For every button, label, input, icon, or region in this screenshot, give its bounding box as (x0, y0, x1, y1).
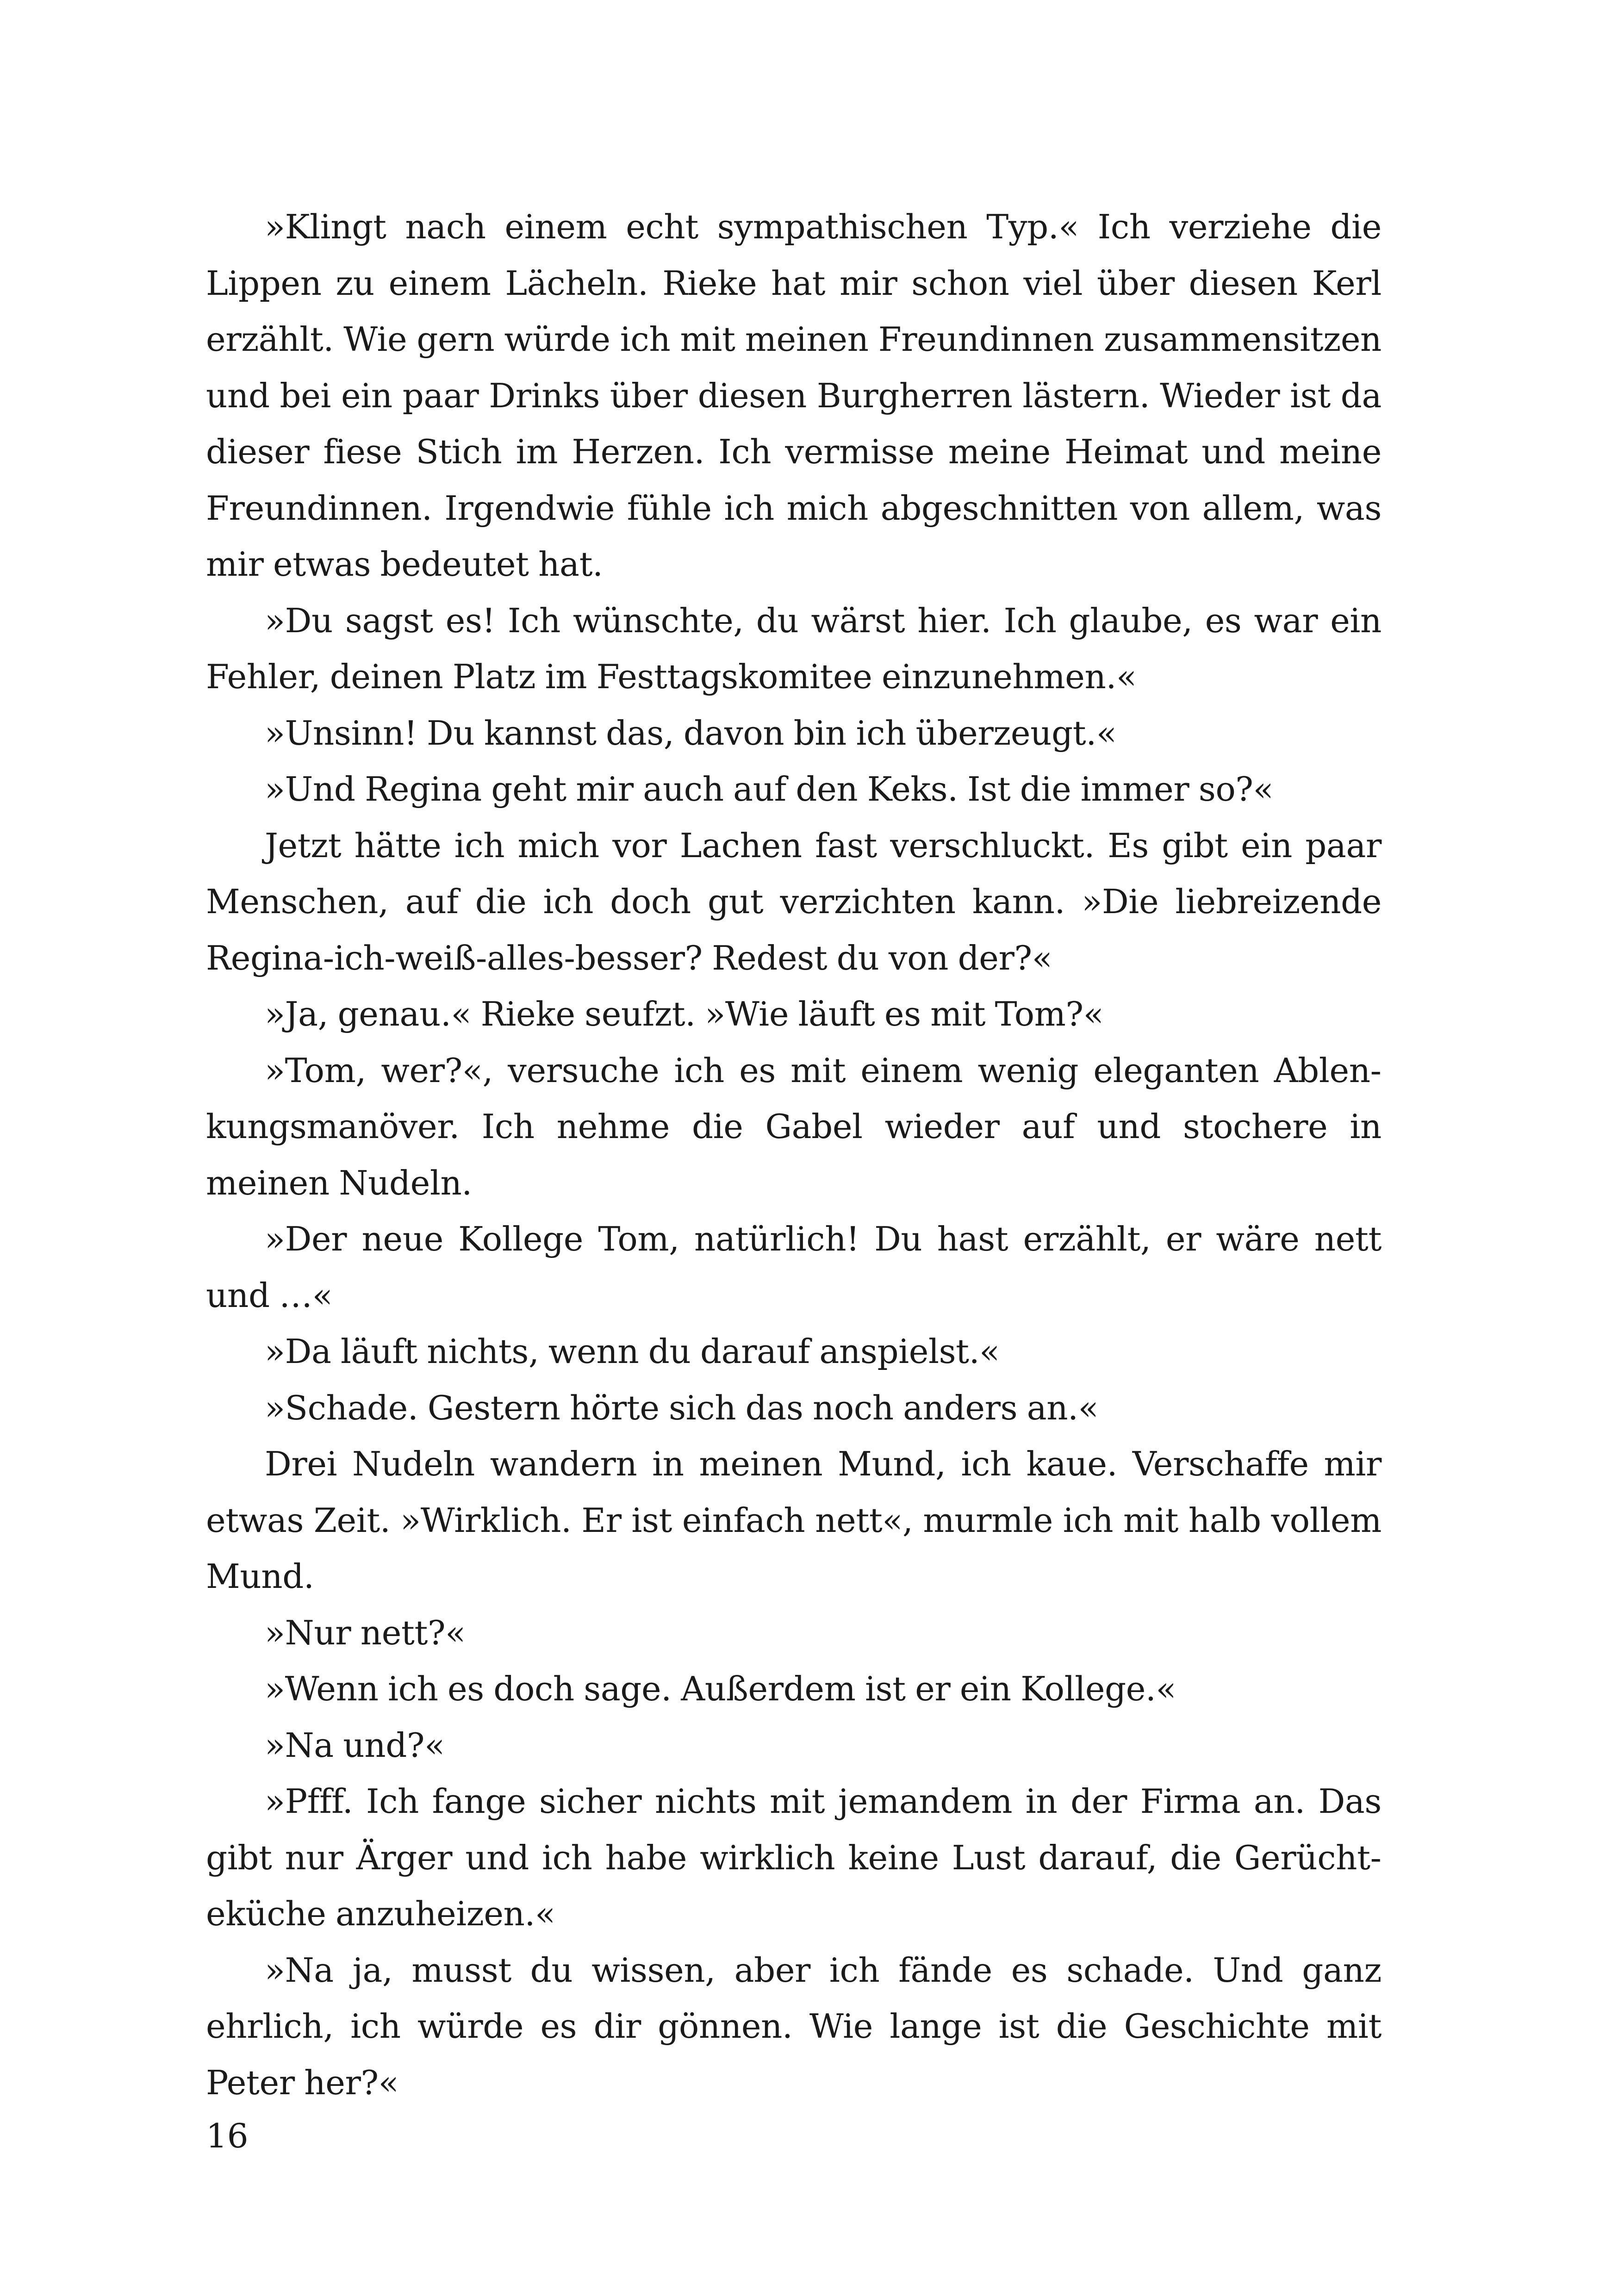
paragraph: »Schade. Gestern hörte sich das noch anders an.« (265, 1388, 1099, 1427)
paragraph: »Du sagst es! Ich wünschte, du wärst hier. Ich glaube, es war ein Fehler, deinen Platz im Festtagskomitee einzunehmen.« (206, 601, 1382, 696)
paragraph: »Klingt nach einem echt sympathischen Typ.« Ich verziehe die Lippen zu einem Lächeln. Rieke hat mir schon viel über diesen Kerl erzählt. Wie gern würde ich mit meinen Freundinnen zusammensitzen und bei ein paar Drinks über diesen Burgherren lästern. Wieder ist da dieser fiese Stich im Herzen. Ich vermisse meine Heimat und meine Freundinnen. Irgendwie fühle ich mich abgeschnitten von allem, was mir etwas bedeutet hat. (206, 207, 1382, 584)
paragraph: »Na ja, musst du wissen, aber ich fände es schade. Und ganz ehrlich, ich würde es dir gönnen. Wie lange ist die Geschichte mit Peter her?« (206, 1950, 1382, 2102)
paragraph: »Nur nett?« (265, 1613, 466, 1652)
body-text (206, 199, 1382, 2111)
paragraph: Drei Nudeln wandern in meinen Mund, ich kaue. Verschaffe mir etwas Zeit. »Wirklich. Er ist einfach nett«, murmle ich mit halb vollem Mund. (206, 1444, 1382, 1596)
paragraph: »Pfff. Ich fange sicher nichts mit jemandem in der Firma an. Das gibt nur Ärger und ich habe wirklich keine Lust darauf, die Gerüchteküche anzuheizen.« (206, 1782, 1382, 1933)
paragraph: »Unsinn! Du kannst das, davon bin ich überzeugt.« (265, 713, 1117, 753)
paragraph: »Ja, genau.« Rieke seufzt. »Wie läuft es mit Tom?« (265, 995, 1104, 1033)
page-number: 16 (206, 2116, 249, 2155)
paragraph: »Und Regina geht mir auch auf den Keks. Ist die immer so?« (265, 770, 1274, 809)
paragraph: »Der neue Kollege Tom, natürlich! Du hast erzählt, er wäre nett und …« (206, 1220, 1382, 1315)
paragraph: »Na und?« (265, 1725, 445, 1765)
paragraph: »Da läuft nichts, wenn du darauf anspielst.« (265, 1332, 1000, 1371)
paragraph: Jetzt hätte ich mich vor Lachen fast verschluckt. Es gibt ein paar Menschen, auf die ich doch gut verzichten kann. »Die liebreizende Regina-ich-weiß-alles-besser? Redest du von der?« (206, 826, 1382, 977)
paragraph: »Wenn ich es doch sage. Außerdem ist er ein Kollege.« (265, 1669, 1176, 1708)
paragraph: »Tom, wer?«, versuche ich es mit einem wenig eleganten Ablenkungsmanöver. Ich nehme die Gabel wieder auf und stochere in meinen Nudeln. (206, 1051, 1382, 1202)
